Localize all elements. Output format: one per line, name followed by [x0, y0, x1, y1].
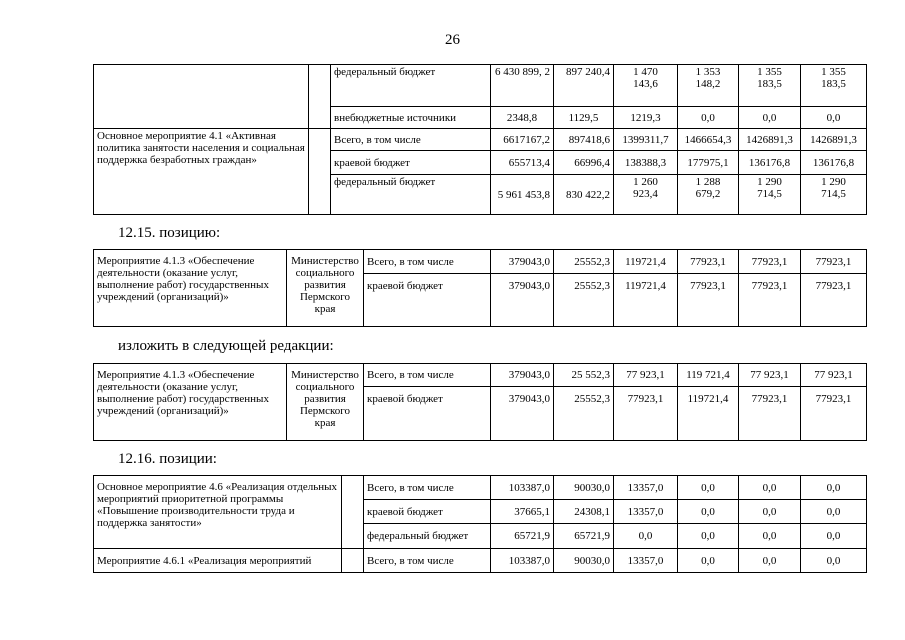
value-cell: 830 422,2 [554, 175, 614, 215]
value-cell: 0,0 [678, 524, 739, 549]
value-cell: 1 260 923,4 [614, 175, 678, 215]
value-cell: 13357,0 [614, 476, 678, 500]
value-cell: 136176,8 [801, 151, 867, 175]
value-cell: 1 355 183,5 [801, 65, 867, 107]
value-cell: 25552,3 [554, 274, 614, 327]
table-activity-4-6 [93, 475, 867, 573]
value-cell: 1129,5 [554, 107, 614, 129]
value-cell: 25 552,3 [554, 364, 614, 387]
value-cell: 0,0 [739, 476, 801, 500]
executor-cell [309, 65, 331, 129]
value-cell: 177975,1 [678, 151, 739, 175]
value-cell: 119721,4 [614, 274, 678, 327]
value-cell: 2348,8 [491, 107, 554, 129]
funding-source: федеральный бюджет [364, 524, 491, 549]
value-cell: 1 290 714,5 [801, 175, 867, 215]
value-cell: 77923,1 [801, 387, 867, 441]
funding-source: Всего, в том числе [331, 129, 491, 151]
funding-source: краевой бюджет [364, 387, 491, 441]
paragraph-new-edition: изложить в следующей редакции: [118, 338, 334, 354]
value-cell: 0,0 [614, 524, 678, 549]
value-cell: 77923,1 [739, 250, 801, 274]
activity-name-cell [94, 65, 309, 129]
funding-source: Всего, в том числе [364, 364, 491, 387]
value-cell: 77 923,1 [614, 364, 678, 387]
executor-cell [342, 549, 364, 573]
value-cell: 77923,1 [739, 274, 801, 327]
executor-org: Министерство социального развития Пермского края [287, 250, 364, 327]
value-cell: 0,0 [801, 476, 867, 500]
funding-source: Всего, в том числе [364, 549, 491, 573]
value-cell: 77923,1 [739, 387, 801, 441]
paragraph-12-15: 12.15. позицию: [118, 225, 221, 241]
page-number: 26 [445, 32, 460, 48]
value-cell: 13357,0 [614, 549, 678, 573]
value-cell: 37665,1 [491, 500, 554, 524]
value-cell: 77923,1 [614, 387, 678, 441]
value-cell: 119721,4 [678, 387, 739, 441]
value-cell: 24308,1 [554, 500, 614, 524]
value-cell: 119721,4 [614, 250, 678, 274]
value-cell: 77923,1 [801, 274, 867, 327]
value-cell: 1466654,3 [678, 129, 739, 151]
value-cell: 1426891,3 [739, 129, 801, 151]
value-cell: 66996,4 [554, 151, 614, 175]
value-cell: 103387,0 [491, 549, 554, 573]
value-cell: 77 923,1 [801, 364, 867, 387]
funding-source: Всего, в том числе [364, 476, 491, 500]
value-cell: 6617167,2 [491, 129, 554, 151]
executor-org: Министерство социального развития Пермского края [287, 364, 364, 441]
value-cell: 77923,1 [678, 274, 739, 327]
value-cell: 65721,9 [491, 524, 554, 549]
activity-name: Основное мероприятие 4.6 «Реализация отдельных мероприятий приоритетной программы «Повышение производительности труда и поддержка занятости» [94, 476, 342, 549]
activity-name: Мероприятие 4.1.3 «Обеспечение деятельности (оказание услуг, выполнение работ) государственных учреждений (организаций)» [94, 364, 287, 441]
value-cell: 136176,8 [739, 151, 801, 175]
value-cell: 1 470 143,6 [614, 65, 678, 107]
value-cell: 379043,0 [491, 364, 554, 387]
funding-source: краевой бюджет [364, 274, 491, 327]
value-cell: 379043,0 [491, 274, 554, 327]
funding-source: краевой бюджет [364, 500, 491, 524]
value-cell: 1219,3 [614, 107, 678, 129]
value-cell: 1 353 148,2 [678, 65, 739, 107]
table-activity-4-1-3-old [93, 249, 867, 327]
value-cell: 1426891,3 [801, 129, 867, 151]
value-cell: 1 288 679,2 [678, 175, 739, 215]
executor-cell [342, 476, 364, 549]
activity-name: Основное мероприятие 4.1 «Активная политика занятости населения и социальная поддержка безработных граждан» [94, 129, 309, 215]
value-cell: 0,0 [678, 476, 739, 500]
value-cell: 0,0 [678, 500, 739, 524]
funding-source: федеральный бюджет [331, 175, 491, 215]
table-activity-4-1-3-new [93, 363, 867, 441]
executor-cell [309, 129, 331, 215]
value-cell: 1 290 714,5 [739, 175, 801, 215]
value-cell: 897 240,4 [554, 65, 614, 107]
table-funding-continued [93, 64, 867, 129]
value-cell: 119 721,4 [678, 364, 739, 387]
value-cell: 25552,3 [554, 387, 614, 441]
value-cell: 0,0 [801, 500, 867, 524]
value-cell: 65721,9 [554, 524, 614, 549]
activity-name: Мероприятие 4.6.1 «Реализация мероприятий [94, 549, 342, 573]
funding-source: внебюджетные источники [331, 107, 491, 129]
value-cell: 0,0 [678, 107, 739, 129]
table-activity-4-1 [93, 128, 867, 215]
activity-name: Мероприятие 4.1.3 «Обеспечение деятельности (оказание услуг, выполнение работ) государственных учреждений (организаций)» [94, 250, 287, 327]
value-cell: 77 923,1 [739, 364, 801, 387]
value-cell: 655713,4 [491, 151, 554, 175]
value-cell: 0,0 [739, 524, 801, 549]
funding-source: Всего, в том числе [364, 250, 491, 274]
paragraph-12-16: 12.16. позиции: [118, 451, 217, 467]
value-cell: 0,0 [801, 107, 867, 129]
value-cell: 25552,3 [554, 250, 614, 274]
value-cell: 1 355 183,5 [739, 65, 801, 107]
value-cell: 0,0 [739, 549, 801, 573]
value-cell: 90030,0 [554, 476, 614, 500]
value-cell: 897418,6 [554, 129, 614, 151]
value-cell: 379043,0 [491, 250, 554, 274]
value-cell: 13357,0 [614, 500, 678, 524]
value-cell: 77923,1 [678, 250, 739, 274]
value-cell: 0,0 [801, 524, 867, 549]
value-cell: 77923,1 [801, 250, 867, 274]
value-cell: 0,0 [739, 500, 801, 524]
value-cell: 379043,0 [491, 387, 554, 441]
value-cell: 90030,0 [554, 549, 614, 573]
value-cell: 0,0 [801, 549, 867, 573]
value-cell: 0,0 [739, 107, 801, 129]
value-cell: 1399311,7 [614, 129, 678, 151]
value-cell: 0,0 [678, 549, 739, 573]
value-cell: 5 961 453,8 [491, 175, 554, 215]
value-cell: 6 430 899, 2 [491, 65, 554, 107]
funding-source: краевой бюджет [331, 151, 491, 175]
value-cell: 138388,3 [614, 151, 678, 175]
value-cell: 103387,0 [491, 476, 554, 500]
funding-source: федеральный бюджет [331, 65, 491, 107]
